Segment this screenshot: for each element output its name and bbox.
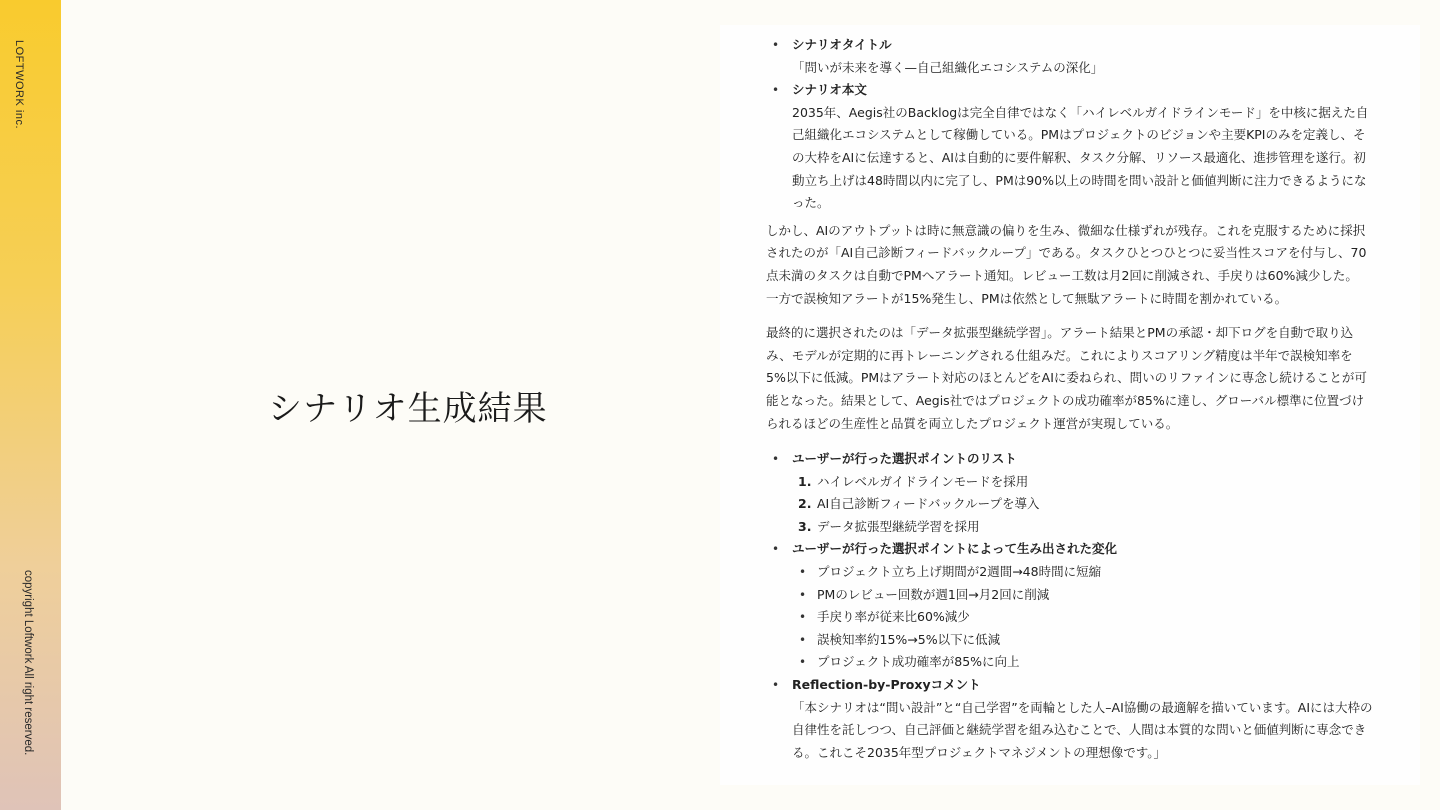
changes-item xyxy=(720,538,1420,674)
summary-list xyxy=(720,448,1420,764)
list-item: • プロジェクト立ち上げ期間が2週間→48時間に短縮 xyxy=(792,561,1420,584)
scenario-title-heading: • シナリオタイトル xyxy=(792,37,892,52)
choices-list xyxy=(792,471,1420,539)
scenario-list xyxy=(720,34,1420,215)
list-item: 1. ハイレベルガイドラインモードを採用 xyxy=(798,473,1029,489)
list-item: • プロジェクト成功確率が85%に向上 xyxy=(792,651,1420,674)
changes-heading: • ユーザーが行った選択ポイントによって生み出された変化 xyxy=(792,541,1118,557)
list-item: • PMのレビュー回数が週1回→月2回に削減 xyxy=(792,584,1420,607)
changes-list xyxy=(792,561,1420,674)
sidebar-band xyxy=(0,0,61,810)
reflection-heading: • Reflection-by-Proxyコメント xyxy=(792,677,981,693)
scenario-title-item xyxy=(720,34,1420,79)
paragraph-continuous-learning: 最終的に選択されたのは「データ拡張型継続学習」。アラート結果とPMの承認・却下ログを自動で取り込 み、モデルが定期的に再トレーニングされる仕組みだ。これによりスコアリング精度は半年で誤検知率を 5%以下に低減。PMはアラート対応のほとんどをAIに委ねられ、問いのリファインに専念し続けることが可 能となった。結果として、Aegis社ではプロジェクトの成功確率が85%に達し、グローバル標準に位置づけ られるほどの生産性と品質を両立したプロジェクト運営が実現している。 xyxy=(766,325,1367,431)
paragraph-feedback-loop: しかし、AIのアウトプットは時に無意識の偏りを生み、微細な仕様ずれが残存。これを克服するために採択 されたのが「AI自己診断フィードバックループ」である。タスクひとつひとつに妥当性スコアを付与し、70 点未満のタスクは自動でPMへアラート通知。レビュー工数は月2回に削減され、手戻りは60%減少した。 一方で誤検知アラートが15%発生し、PMは依然として無駄アラートに時間を割かれている。 xyxy=(766,222,1367,306)
choices-item xyxy=(720,448,1420,538)
list-item: 2. AI自己診断フィードバックループを導入 xyxy=(798,496,1040,512)
company-brand: LOFTWORK inc. xyxy=(13,40,25,130)
scenario-title-text: 「問いが未来を導く—自己組織化エコシステムの深化」 xyxy=(792,59,1104,75)
slide-title: シナリオ生成結果 xyxy=(268,389,548,429)
list-item: • 誤検知率約15%→5%以下に低減 xyxy=(792,629,1420,652)
list-item: • 手戻り率が従来比60%減少 xyxy=(792,606,1420,629)
scenario-body-item xyxy=(720,79,1420,215)
copyright-notice: copyright Loftwork All right reserved. xyxy=(22,570,34,756)
reflection-text: 「本シナリオは“問い設計”と“自己学習”を両輪とした人–AI協働の最適解を描いています。AIには大枠の 自律性を託しつつ、自己評価と継続学習を組み込むことで、人間は本質的な問いと価値判断に専念でき る。これこそ2035年型プロジェクトマネジメントの理想像です。」 xyxy=(792,699,1373,760)
scenario-body-text: 2035年、Aegis社のBacklogは完全自律ではなく「ハイレベルガイドラインモード」を中核に据えた自 己組織化エコシステムとして稼働している。PMはプロジェクトのビジョンや主要KPIのみを定義し、そ の大枠をAIに伝達すると、AIは自動的に要件解釈、タスク分解、リソース最適化、進捗管理を遂行。初 動立ち上げは48時間以内に完了し、PMは90%以上の時間を問い設計と価値判断に注力できるようにな った。 xyxy=(792,104,1369,211)
list-item: 3. データ拡張型継続学習を採用 xyxy=(798,518,980,534)
scenario-result-panel xyxy=(720,25,1420,785)
choices-heading: • ユーザーが行った選択ポイントのリスト xyxy=(792,451,1017,467)
scenario-body-heading: • シナリオ本文 xyxy=(792,82,867,98)
reflection-item xyxy=(720,674,1420,764)
